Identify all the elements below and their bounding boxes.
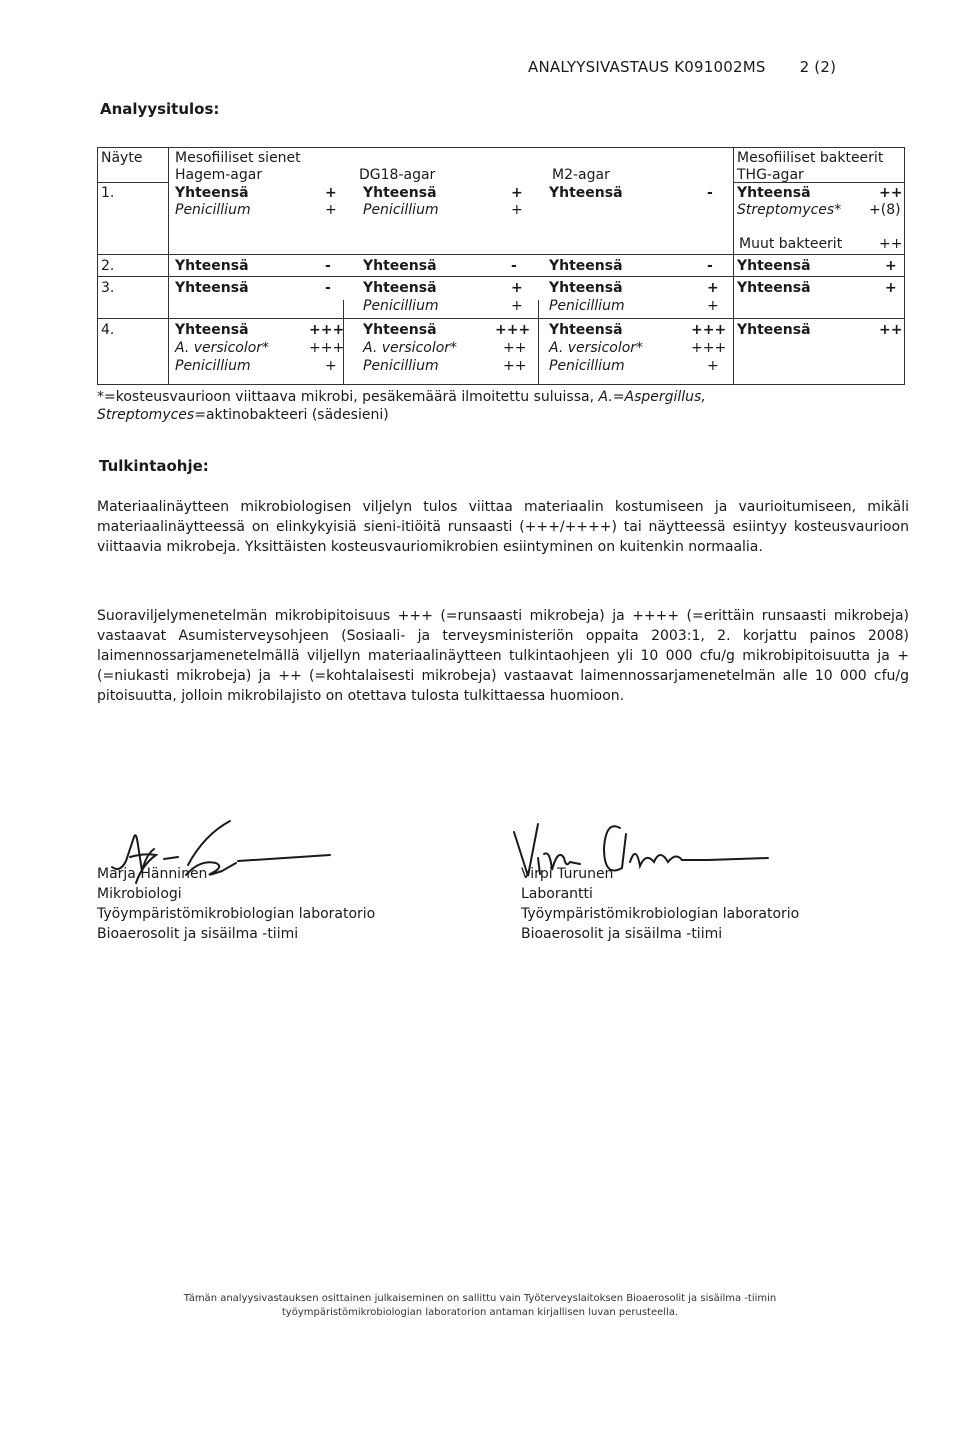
result-value: + [707, 280, 719, 296]
header-hagem: Hagem-agar [175, 167, 263, 183]
page-number: 2 (2) [799, 58, 837, 76]
document-header [528, 58, 836, 76]
result-value: + [885, 258, 897, 274]
signer-laboratory: Työympäristömikrobiologian laboratorio [97, 906, 376, 922]
sample-number: 1. [101, 185, 115, 201]
column-divider [538, 300, 539, 385]
result-label: Penicillium [363, 358, 439, 374]
footnote-text: =aktinobakteeri (sädesieni) [194, 407, 389, 423]
result-label: A. versicolor* [175, 340, 270, 356]
result-label: Penicillium [363, 202, 439, 218]
result-value: + [511, 185, 523, 201]
footnote-text: A.=Aspergillus, [598, 389, 706, 405]
result-label: Yhteensä [737, 280, 811, 296]
footnote-text: Streptomyces [97, 407, 195, 423]
header-sample: Näyte [101, 150, 143, 166]
document-title: ANALYYSIVASTAUS K091002MS [528, 58, 766, 76]
result-label: Penicillium [175, 358, 251, 374]
result-label: Penicillium [363, 298, 439, 314]
header-m2: M2-agar [552, 167, 610, 183]
row-divider [97, 276, 905, 277]
header-bacteria: Mesofiiliset bakteerit [737, 150, 884, 166]
result-value: + [511, 298, 523, 314]
result-label: Streptomyces* [737, 202, 842, 218]
result-label: Yhteensä [363, 322, 437, 338]
signer-laboratory: Työympäristömikrobiologian laboratorio [521, 906, 800, 922]
result-label: Yhteensä [363, 258, 437, 274]
result-label: Muut bakteerit [739, 236, 843, 252]
results-table [97, 147, 905, 385]
result-value: +++ [309, 322, 345, 338]
result-label: Penicillium [549, 298, 625, 314]
footnote-text: *=kosteusvaurioon viittaava mikrobi, pesäkemäärä ilmoitettu suluissa, [97, 389, 599, 405]
signature-block-2 [521, 864, 799, 944]
result-value: + [511, 202, 523, 218]
result-value: - [325, 258, 331, 274]
result-value: + [325, 358, 337, 374]
column-divider [168, 147, 169, 385]
signature-block-1 [97, 864, 375, 944]
header-dg18: DG18-agar [359, 167, 436, 183]
result-value: - [707, 258, 713, 274]
results-heading: Analyysitulos: [100, 100, 220, 118]
result-label: Yhteensä [737, 185, 811, 201]
result-value: - [325, 280, 331, 296]
table-footnote [97, 388, 706, 424]
result-value: ++ [879, 185, 903, 201]
result-label: Yhteensä [175, 258, 249, 274]
result-value: + [885, 280, 897, 296]
result-value: +(8) [869, 202, 901, 218]
guidance-paragraph-2: Suoraviljelymenetelmän mikrobipitoisuus +++ (=runsaasti mikrobeja) ja ++++ (=erittäin runsaasti mikrobeja) vastaavat Asumisterveysohjeen (Sosiaali- ja terveysministeriön oppaita 2003:1, 2. korjattu painos 2008) laimennossarjamenetelmällä viljellyn materiaalinäytteen tulkintaohjeen yli 10 000 cfu/g mikrobipitoisuutta ja + (=niukasti mikrobeja) ja ++ (=kohtalaisesti mikrobeja) vastaavat laimennossarjamenetelmän alle 10 000 cfu/g pitoisuutta, jolloin mikrobilajisto on otettava tulosta tulkittaessa huomioon. [97, 608, 909, 704]
sample-number: 2. [101, 258, 115, 274]
guidance-paragraph-1: Materiaalinäytteen mikrobiologisen viljelyn tulos viittaa materiaalin kostumiseen ja vaurioitumiseen, mikäli materiaalinäytteessä on elinkykyisiä sieni-itiöitä runsaasti (+++/++++) tai näytteessä esiintyy kosteusvaurioon viittaavia mikrobeja. Yksittäisten kosteusvauriomikrobien esiintyminen on kuitenkin normaalia. [97, 499, 909, 555]
result-value: +++ [691, 340, 727, 356]
result-value: + [325, 202, 337, 218]
result-value: + [707, 358, 719, 374]
result-label: Yhteensä [549, 185, 623, 201]
result-label: A. versicolor* [363, 340, 458, 356]
signer-name: Virpi Turunen [521, 866, 614, 882]
header-fungi: Mesofiiliset sienet [175, 150, 301, 166]
signer-unit: Bioaerosolit ja sisäilma -tiimi [97, 926, 299, 942]
result-label: Yhteensä [175, 185, 249, 201]
result-label: Yhteensä [549, 280, 623, 296]
result-label: Yhteensä [175, 280, 249, 296]
result-value: - [707, 185, 713, 201]
result-value: ++ [503, 340, 527, 356]
signer-unit: Bioaerosolit ja sisäilma -tiimi [521, 926, 723, 942]
row-divider [97, 318, 905, 319]
guidance-heading: Tulkintaohje: [99, 457, 209, 475]
result-value: + [511, 280, 523, 296]
result-label: Yhteensä [363, 185, 437, 201]
result-value: +++ [309, 340, 345, 356]
result-label: Yhteensä [175, 322, 249, 338]
result-value: ++ [879, 236, 903, 252]
sample-number: 3. [101, 280, 115, 296]
result-value: ++ [879, 322, 903, 338]
signer-title: Mikrobiologi [97, 886, 182, 902]
footer-line: työympäristömikrobiologian laboratorion antaman kirjallisen luvan perusteella. [281, 1307, 679, 1318]
footer-line: Tämän analyysivastauksen osittainen julkaiseminen on sallittu vain Työterveyslaitoksen Bioaerosolit ja sisäilma -tiimin [183, 1293, 777, 1304]
result-value: +++ [691, 322, 727, 338]
result-label: Yhteensä [363, 280, 437, 296]
result-value: + [325, 185, 337, 201]
result-label: Penicillium [549, 358, 625, 374]
row-divider [97, 254, 905, 255]
result-value: ++ [503, 358, 527, 374]
result-label: Yhteensä [549, 322, 623, 338]
result-label: A. versicolor* [549, 340, 644, 356]
result-value: + [707, 298, 719, 314]
header-thg: THG-agar [737, 167, 804, 183]
result-value: - [511, 258, 517, 274]
result-label: Yhteensä [737, 258, 811, 274]
result-label: Yhteensä [549, 258, 623, 274]
sample-number: 4. [101, 322, 115, 338]
signer-title: Laborantti [521, 886, 593, 902]
row-divider [97, 182, 168, 183]
result-label: Yhteensä [737, 322, 811, 338]
footer-notice [0, 1293, 960, 1318]
result-label: Penicillium [175, 202, 251, 218]
result-value: +++ [495, 322, 531, 338]
signer-name: Marja Hänninen [97, 866, 208, 882]
